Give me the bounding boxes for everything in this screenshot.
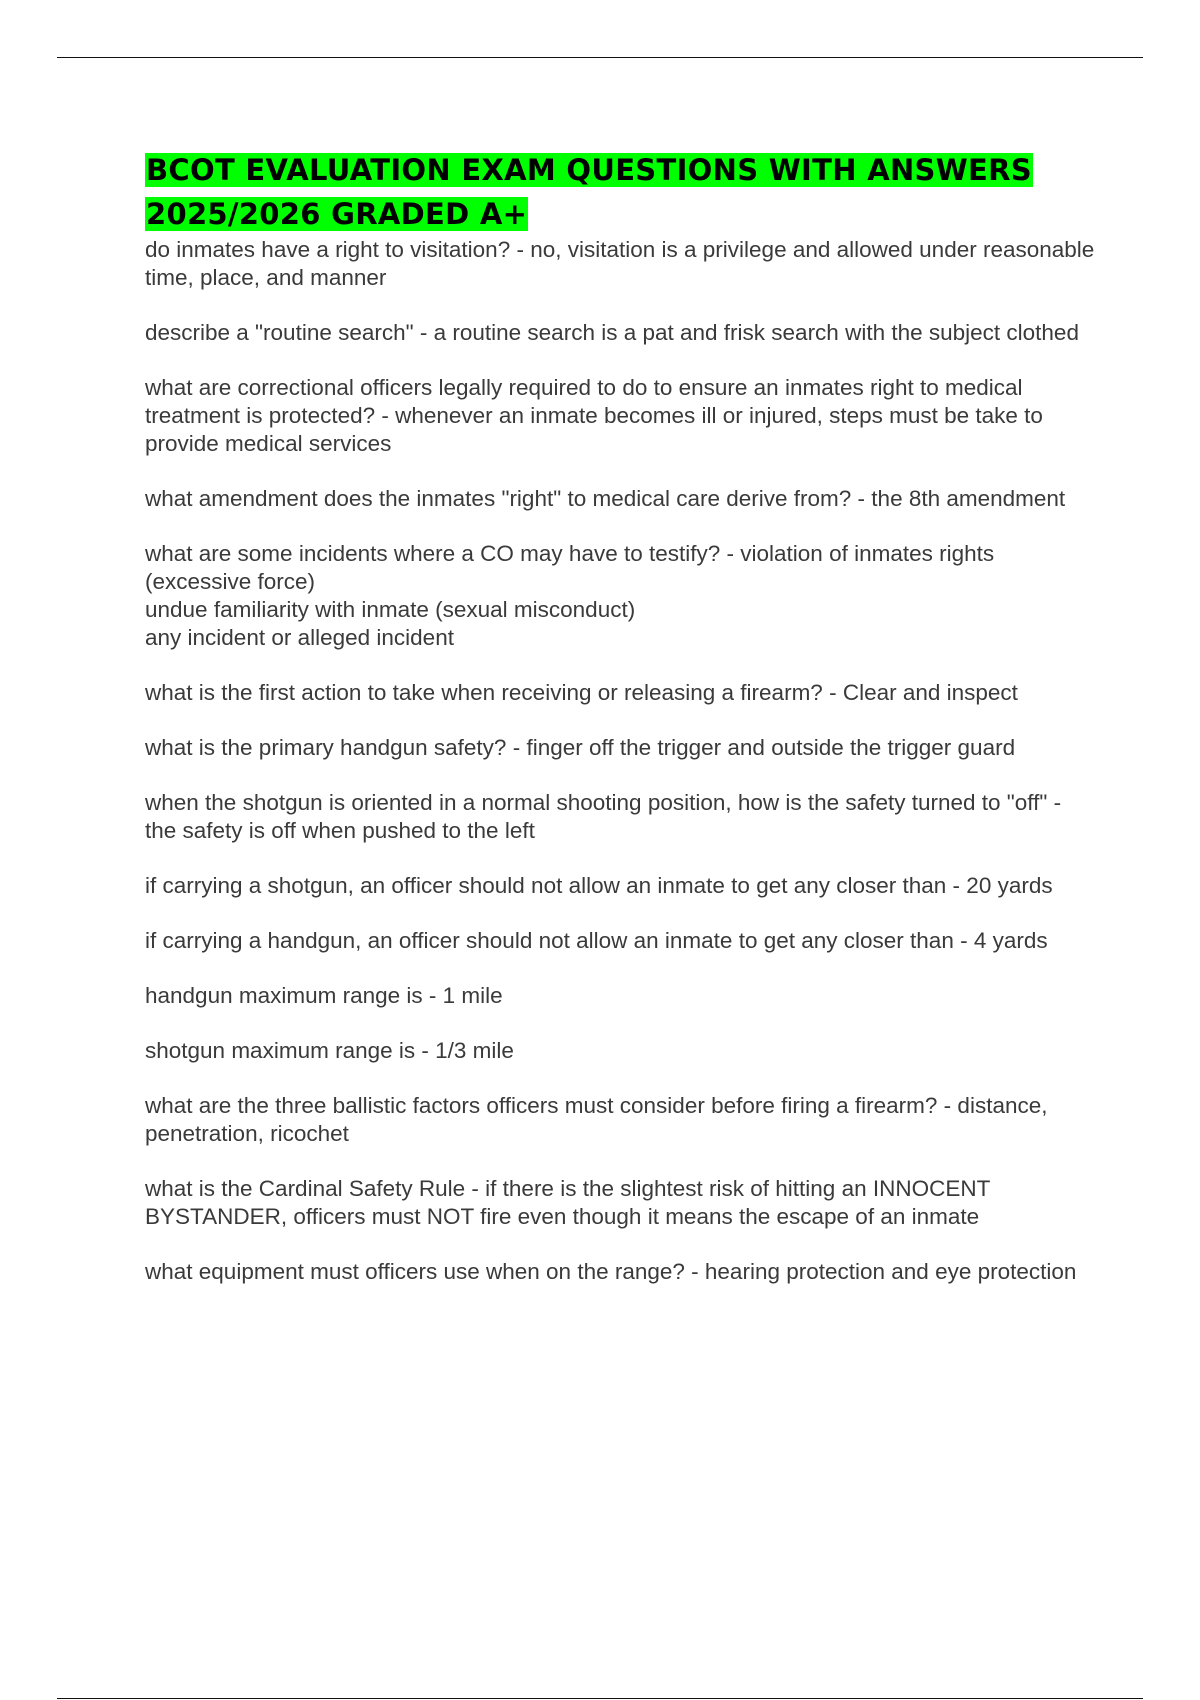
qa-item-range-equipment: what equipment must officers use when on the range? - hearing protection and eye protection (145, 1259, 1077, 1284)
qa-item-ballistic-factors: what are the three ballistic factors officers must consider before firing a firearm? - distance, penetration, ricochet (145, 1093, 1048, 1146)
top-divider (57, 57, 1143, 58)
qa-item-routine-search: describe a "routine search" - a routine search is a pat and frisk search with the subject clothed (145, 320, 1079, 345)
qa-item-shotgun-range: shotgun maximum range is - 1/3 mile (145, 1038, 514, 1063)
qa-item-shotgun-distance: if carrying a shotgun, an officer should not allow an inmate to get any closer than - 20 yards (145, 873, 1053, 898)
qa-item-shotgun-safety: when the shotgun is oriented in a normal shooting position, how is the safety turned to "off" - the safety is off when pushed to the left (145, 790, 1062, 843)
qa-list (145, 236, 1095, 1286)
qa-item-amendment: what amendment does the inmates "right" to medical care derive from? - the 8th amendment (145, 486, 1066, 511)
bottom-divider (57, 1698, 1143, 1699)
qa-item-cardinal-rule: what is the Cardinal Safety Rule - if there is the slightest risk of hitting an INNOCENT BYSTANDER, officers must NOT fire even though it means the escape of an inmate (145, 1176, 990, 1229)
document-title (145, 148, 1095, 236)
title-highlight: BCOT EVALUATION EXAM QUESTIONS WITH ANSWERS 2025/2026 GRADED A+ (146, 153, 1032, 231)
qa-item-handgun-safety: what is the primary handgun safety? - finger off the trigger and outside the trigger guard (145, 735, 1016, 760)
qa-item-firearm-first-action: what is the first action to take when receiving or releasing a firearm? - Clear and inspect (145, 680, 1018, 705)
qa-item-handgun-range: handgun maximum range is - 1 mile (145, 983, 503, 1008)
qa-item-testify: what are some incidents where a CO may have to testify? - violation of inmates rights (excessive force) undue familiarity with inmate (sexual misconduct) any incident or alleged incident (145, 541, 995, 650)
qa-item-visitation: do inmates have a right to visitation? - no, visitation is a privilege and allowed under reasonable time, place, and manner (145, 237, 1095, 290)
qa-item-medical-treatment: what are correctional officers legally required to do to ensure an inmates right to medical treatment is protected? - whenever an inmate becomes ill or injured, steps must be take to provide medical services (145, 375, 1043, 456)
qa-item-handgun-distance: if carrying a handgun, an officer should not allow an inmate to get any closer than - 4 yards (145, 928, 1048, 953)
document-body (145, 148, 1095, 1313)
